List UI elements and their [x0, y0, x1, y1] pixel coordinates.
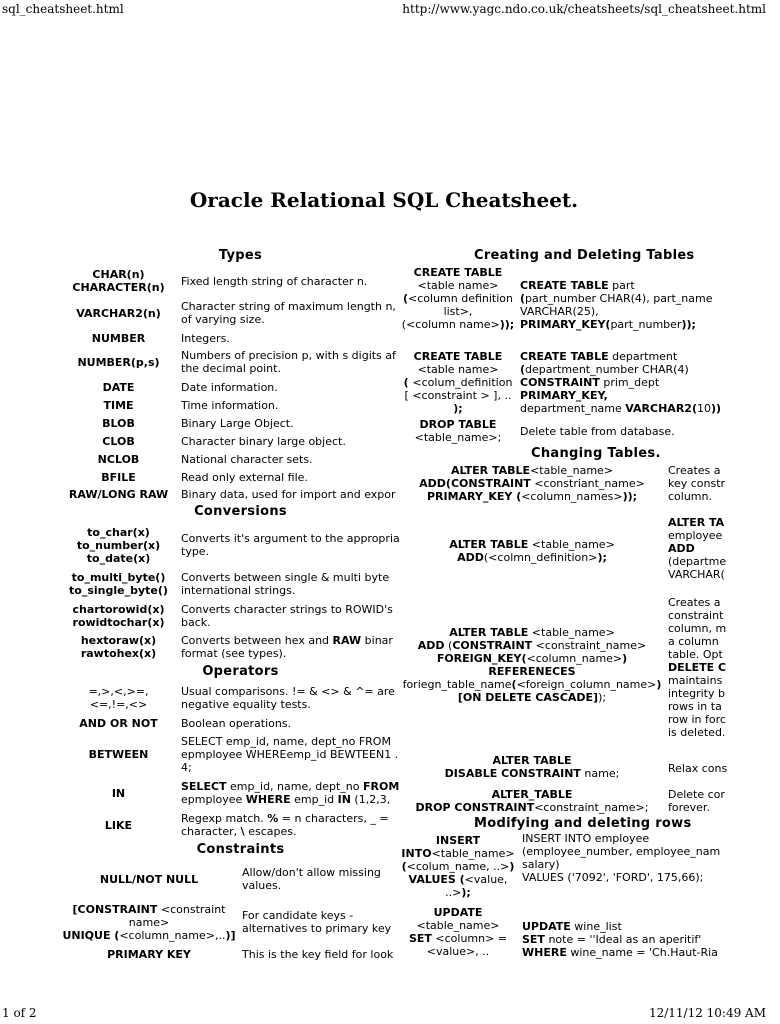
ex2-ten: 10: [696, 402, 711, 415]
alter-constraint-name-3: <constraint_name>: [532, 639, 647, 652]
op-comparisons: =,>,<,>=, <=,!=,<>: [88, 685, 149, 711]
insert-paren-close: ): [509, 860, 515, 873]
create-table-example-2: [520, 350, 770, 415]
ex-add: ADD: [668, 542, 695, 555]
type-raw: RAW/LONG RAW: [68, 487, 169, 501]
ex-alter-ta: ALTER TA: [668, 516, 725, 529]
kw-drop-constraint: DROP CONSTRAINT: [415, 801, 535, 814]
alter-add-row: [398, 512, 768, 592]
op-like-e: \: [240, 825, 245, 838]
conv-hextoraw: hextoraw(x) rawtohex(x): [80, 634, 157, 660]
create-col-name: (<column name>: [401, 318, 500, 331]
alter-ft-open: (: [511, 678, 517, 691]
page-title: Oracle Relational SQL Cheatsheet.: [189, 188, 579, 212]
kw-insert: INSERT: [435, 834, 481, 847]
ex-set: SET: [522, 933, 545, 946]
type-date: DATE: [102, 380, 135, 394]
kw-alter-table-4: ALTER TABLE: [492, 754, 572, 767]
ex2-primary-key: PRIMARY_KEY,: [520, 389, 608, 402]
create-table-row-1: [398, 266, 768, 344]
kw-references: REFERENECES: [488, 665, 576, 678]
ex2-paren: (: [520, 363, 526, 376]
ex2-department: department: [608, 350, 678, 363]
insert-row: [398, 834, 768, 906]
type-number-desc: Integers.: [181, 331, 230, 345]
alter-fk-close: ): [622, 652, 628, 665]
kw-constraint: CONSTRAINT: [452, 639, 533, 652]
type-varchar2: VARCHAR2(n): [76, 306, 161, 320]
kw-create-table: CREATE TABLE: [413, 266, 503, 279]
cons-primary-key: PRIMARY KEY: [107, 947, 191, 961]
ex-varchar: VARCHAR(25),: [520, 305, 599, 318]
kw-create-table-2: CREATE TABLE: [413, 350, 503, 363]
paren-open-2: (: [403, 376, 413, 389]
drop-table-name: <table_name>;: [414, 431, 502, 444]
conv-multi-byte-desc: Converts between single & multi byte international strings.: [181, 571, 390, 597]
op-comparisons-desc: Usual comparisons. != & <> & ^= are negative equality tests.: [181, 685, 395, 711]
alter-table-name: <table_name>: [530, 464, 614, 477]
alter-fk-end: );: [598, 691, 607, 704]
ex-primary-key: PRIMARY_KEY(: [520, 318, 611, 331]
paren-close-2: );: [453, 402, 463, 415]
op-like: LIKE: [104, 818, 133, 832]
ex-part: part: [608, 279, 635, 292]
op-like-b: %: [267, 812, 279, 825]
kw-alter-table-5: ALTER_TABLE: [491, 788, 573, 801]
type-clob-desc: Character binary large object.: [181, 434, 346, 448]
create-table-syntax: [398, 266, 518, 331]
kw-add-2: ADD: [417, 639, 445, 652]
kw-into: INTO: [401, 847, 432, 860]
cons-unique-d: <column_name>,..: [119, 928, 226, 942]
conv-to-char-desc: Converts it's argument to the appropria type.: [181, 532, 400, 558]
cons-unique-desc: For candidate keys - alternatives to primary key: [242, 909, 392, 935]
kw-set: SET: [408, 932, 432, 945]
ex-note: note = ''Ideal as an aperitif': [544, 933, 702, 946]
insert-values: <value, ..>: [445, 873, 508, 899]
ex-where: WHERE: [522, 946, 567, 959]
kw-update: UPDATE: [433, 906, 483, 919]
ex-update: UPDATE: [522, 920, 571, 933]
section-heading-modifying: Modifying and deleting rows: [474, 816, 692, 831]
alter-paren-2: (: [444, 639, 453, 652]
create-table-constraint-syntax: [398, 350, 518, 415]
op-in: IN: [111, 786, 126, 800]
type-number-ps: NUMBER(p,s): [77, 355, 160, 369]
kw-on-delete-cascade: [ON DELETE CASCADE]: [457, 691, 599, 704]
conv-hextoraw-desc-b: RAW: [332, 634, 362, 647]
section-heading-conversions: Conversions: [194, 504, 287, 519]
ex-employee: employee: [668, 529, 723, 542]
alter-pk-desc: Creates a key constr column.: [668, 464, 726, 503]
op-in-list: (1,2,3,: [350, 793, 391, 806]
print-header-left: sql_cheatsheet.html: [2, 2, 124, 16]
ex2-dept-number: department_number CHAR(4): [525, 363, 689, 376]
cons-unique-a: [CONSTRAINT: [72, 902, 158, 916]
kw-alter-table: ALTER TABLE: [450, 464, 531, 477]
ex-wine-list: wine_list: [570, 920, 622, 933]
section-heading-constraints: Constraints: [196, 842, 285, 857]
create-table-name: <table name>: [417, 279, 499, 292]
drop-table-desc: Delete table from database.: [520, 425, 675, 438]
alter-ft-close: ): [656, 678, 662, 691]
ex-create-table: CREATE TABLE: [520, 279, 609, 292]
op-like-f: escapes.: [244, 825, 297, 838]
alter-foreign-table: foriegn_table_name: [402, 678, 512, 691]
insert-paren: (: [401, 860, 407, 873]
alter-pk-close: ));: [622, 490, 638, 503]
alter-constraint-name: <constriant_name>: [530, 477, 645, 490]
op-between: BETWEEN: [88, 747, 149, 761]
type-number: NUMBER: [91, 331, 146, 345]
type-varchar2-desc: Character string of maximum length n, of varying size.: [181, 300, 396, 326]
op-like-d: character,: [181, 825, 241, 838]
alter-fk-col: <column_name>: [526, 652, 623, 665]
type-blob-desc: Binary Large Object.: [181, 416, 294, 430]
alter-table-name-3: <table_name>: [528, 626, 615, 639]
section-heading-changing: Changing Tables.: [531, 446, 661, 461]
op-like-a: Regexp match.: [181, 812, 268, 825]
op-in-table: epmployee: [181, 793, 246, 806]
section-heading-creating: Creating and Deleting Tables: [474, 248, 695, 263]
create-table-row-2: [398, 344, 768, 416]
op-in-col: emp_id: [290, 793, 338, 806]
alter-disable-name: name;: [580, 767, 620, 780]
update-row: [398, 906, 768, 966]
paren-close: ));: [499, 318, 515, 331]
alter-drop-name: <constraint_name>;: [534, 801, 649, 814]
insert-table-name: <table_name>: [431, 847, 515, 860]
alter-add-syntax: [398, 538, 666, 564]
type-nclob-desc: National character sets.: [181, 452, 313, 466]
op-like-c: = n characters, _ =: [278, 812, 389, 825]
conv-chartorowid: chartorowid(x) rowidtochar(x): [72, 603, 165, 629]
section-heading-types: Types: [218, 248, 263, 263]
alter-pk-cols: <column_names>: [521, 490, 623, 503]
type-nclob: NCLOB: [97, 452, 140, 466]
create-table-example: [520, 279, 780, 331]
kw-foreign-key: FOREIGN_KEY(: [436, 652, 527, 665]
ex2-constraint: CONSTRAINT: [520, 376, 600, 389]
type-bfile-desc: Read only external file.: [181, 470, 308, 484]
type-time: TIME: [103, 398, 134, 412]
alter-fk-desc: [668, 596, 768, 739]
type-char-desc: Fixed length string of character n.: [181, 274, 368, 288]
update-table-name: <table_name>: [416, 919, 500, 932]
conv-multi-byte: to_multi_byte() to_single_byte(): [69, 571, 168, 597]
kw-alter-table-2: ALTER TABLE: [449, 538, 529, 551]
conv-to-char: to_char(x) to_number(x) to_date(x): [76, 525, 161, 565]
insert-syntax: [398, 834, 518, 899]
op-in-cols: emp_id, name, dept_no: [226, 780, 363, 793]
alter-disable-syntax: [398, 754, 666, 780]
cons-unique-e: )]: [225, 928, 236, 942]
type-number-ps-desc: Numbers of precision p, with s digits af the decimal point.: [181, 349, 396, 375]
alter-pk-row: [398, 464, 768, 512]
insert-cols: <colum_name, ..>: [406, 860, 510, 873]
alter-drop-desc: Delete cor forever.: [668, 788, 725, 814]
alter-disable-row: [398, 750, 768, 786]
type-date-desc: Date information.: [181, 380, 278, 394]
fk-desc-delete: DELETE C: [668, 661, 727, 674]
conv-hextoraw-desc-a: Converts between hex and: [181, 634, 333, 647]
kw-add: ADD: [457, 551, 484, 564]
right-column: [398, 246, 768, 968]
alter-drop-row: [398, 786, 768, 814]
type-blob: BLOB: [102, 416, 135, 430]
update-syntax: [398, 906, 518, 958]
conv-hextoraw-desc-c: binar format (see types).: [181, 634, 393, 660]
drop-table-row: [398, 416, 768, 444]
alter-add-example: [668, 516, 768, 581]
kw-primary-key: PRIMARY_KEY (: [426, 490, 522, 503]
ex2-prim-dept: prim_dept: [599, 376, 660, 389]
type-time-desc: Time information.: [181, 398, 279, 412]
type-raw-desc: Binary data, used for import and expor: [181, 487, 396, 501]
create-col-def-2: <colum_definition: [412, 376, 513, 389]
alter-disable-desc: Relax cons: [668, 762, 728, 775]
ex-close: ));: [681, 318, 696, 331]
op-and-or-not: AND OR NOT: [79, 716, 158, 730]
create-constraint-2: [ <constraint > ], ..: [404, 389, 512, 402]
alter-fk-row: [398, 592, 768, 750]
cons-unique-b: <constraint name>: [128, 902, 226, 929]
op-in-where: WHERE: [245, 793, 291, 806]
print-footer-right: 12/11/12 10:49 AM: [648, 1006, 766, 1020]
ex-wine-name: wine_name = 'Ch.Haut-Ria: [566, 946, 718, 959]
update-example: [522, 920, 772, 959]
op-and-or-not-desc: Boolean operations.: [181, 716, 292, 730]
alter-add-close: );: [597, 551, 607, 564]
type-char: CHAR(n) CHARACTER(n): [72, 268, 165, 294]
ex-department: (departme VARCHAR(: [668, 555, 727, 581]
conv-chartorowid-desc: Converts character strings to ROWID's back.: [181, 603, 393, 629]
ex2-close: )): [710, 402, 722, 415]
update-set-value: <column> = <value>, ..: [426, 932, 508, 958]
kw-alter-table-3: ALTER TABLE: [449, 626, 529, 639]
op-in-select: SELECT: [181, 780, 227, 793]
kw-add-constraint: ADD(CONSTRAINT: [419, 477, 531, 490]
alter-table-name-2: <table_name>: [528, 538, 615, 551]
paren-open: (: [402, 292, 409, 305]
cons-primary-key-desc: This is the key field for look: [242, 947, 394, 961]
alter-col-def: (<colmn_definition>: [483, 551, 598, 564]
insert-example: INSERT INTO employee (employee_number, employee_nam salary) VALUES ('7092', 'FORD', 175,66);: [522, 832, 721, 884]
kw-drop-table: DROP TABLE: [419, 418, 497, 431]
op-in-in: IN: [337, 793, 351, 806]
type-bfile: BFILE: [101, 470, 136, 484]
section-heading-operators: Operators: [202, 664, 279, 679]
drop-table-syntax: [398, 418, 518, 444]
print-header-right: http://www.yagc.ndo.co.uk/cheatsheets/sql_cheatsheet.html: [402, 2, 766, 16]
ex-pk-col: part_number: [610, 318, 682, 331]
cons-null: NULL/NOT NULL: [99, 872, 199, 886]
fk-desc-b: maintains integrity b rows in ta row in forc is deleted.: [668, 674, 726, 739]
fk-desc-a: Creates a constraint column, m a column table. Opt: [668, 596, 727, 661]
ex2-dept-name: department_name: [520, 402, 626, 415]
left-column: [58, 246, 400, 961]
kw-disable-constraint: DISABLE CONSTRAINT: [444, 767, 581, 780]
alter-drop-syntax: [398, 788, 666, 814]
ex-part-number: part_number CHAR(4), part_name: [525, 292, 713, 305]
alter-pk-syntax: [398, 464, 666, 503]
type-clob: CLOB: [102, 434, 135, 448]
create-table-name-2: <table name>: [417, 363, 499, 376]
ex2-create-table: CREATE TABLE: [520, 350, 609, 363]
cons-null-desc: Allow/don't allow missing values.: [242, 866, 381, 892]
kw-values: VALUES (: [408, 873, 465, 886]
op-in-from: FROM: [362, 780, 400, 793]
ex2-varchar2: VARCHAR2(: [625, 402, 697, 415]
insert-end: );: [461, 886, 471, 899]
alter-fk-syntax: [398, 626, 666, 704]
op-between-desc: SELECT emp_id, name, dept_no FROM epmployee WHEREemp_id BEWTEEN1 . 4;: [181, 734, 399, 774]
create-col-def: <column definition list>,: [408, 292, 513, 318]
print-footer-left: 1 of 2: [2, 1006, 37, 1020]
alter-foreign-col: <foreign_column_name>: [516, 678, 657, 691]
cons-unique-c: UNIQUE (: [62, 928, 120, 942]
ex-paren: (: [520, 292, 526, 305]
